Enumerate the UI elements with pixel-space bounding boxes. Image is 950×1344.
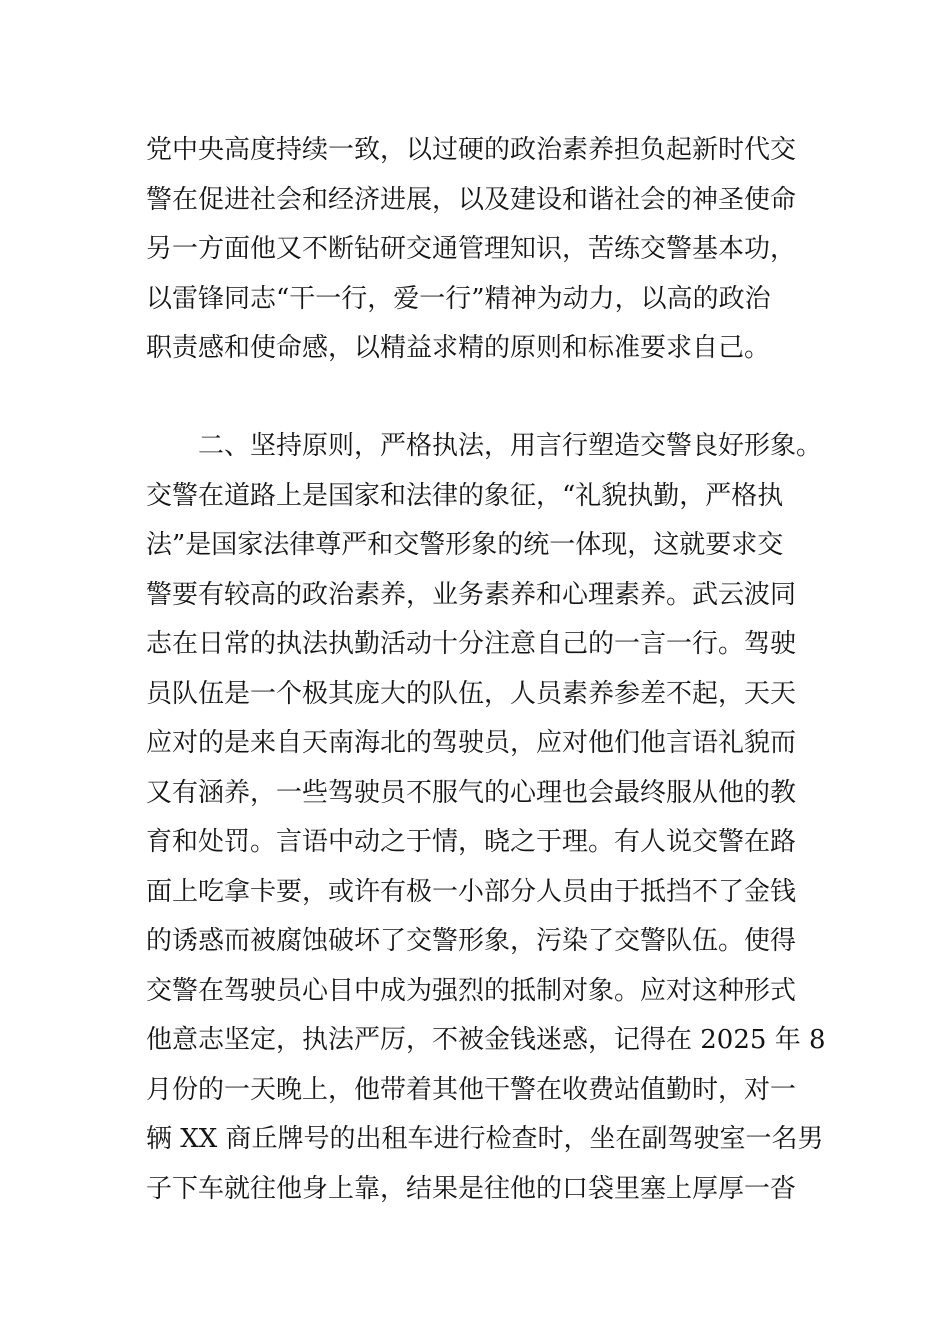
paragraph-continued <box>146 126 836 374</box>
section-heading-line: 二、坚持原则，严格执法，用言行塑造交警良好形象。 <box>198 431 823 461</box>
text-line: 志在日常的执法执勤活动十分注意自己的一言一行。驾驶 <box>146 629 797 659</box>
text-line: 面上吃拿卡要，或许有极一小部分人员由于抵挡不了金钱 <box>146 876 797 907</box>
text-line: 的诱惑而被腐蚀破坏了交警形象，污染了交警队伍。使得 <box>146 926 797 956</box>
text-line: 子下车就往他身上靠，结果是往他的口袋里塞上厚厚一沓 <box>146 1173 797 1204</box>
text-line: 警要有较高的政治素养，业务素养和心理素养。武云波同 <box>146 579 797 610</box>
text-line: 员队伍是一个极其庞大的队伍，人员素养参差不起，天天 <box>146 678 797 709</box>
text-line: 另一方面他又不断钻研交通管理知识，苦练交警基本功， <box>146 234 797 264</box>
text-line: 交警在道路上是国家和法律的象征，“礼貌执勤，严格执 <box>146 480 784 511</box>
paragraph-section-two <box>146 422 836 1214</box>
text-line: 辆 XX 商丘牌号的出租车进行检查时，坐在副驾驶室一名男 <box>146 1124 824 1154</box>
text-line: 他意志坚定，执法严厉，不被金钱迷惑，记得在 2025 年 8 <box>146 1025 826 1055</box>
text-line: 警在促进社会和经济进展，以及建设和谐社会的神圣使命 <box>146 184 797 215</box>
text-line: 交警在驾驶员心目中成为强烈的抵制对象。应对这种形式 <box>146 975 797 1006</box>
text-line: 以雷锋同志“干一行，爱一行”精神为动力，以高的政治 <box>146 283 771 314</box>
text-line: 月份的一天晚上，他带着其他干警在收费站值勤时，对一 <box>146 1074 797 1105</box>
text-line: 应对的是来自天南海北的驾驶员，应对他们他言语礼貌而 <box>146 728 797 758</box>
text-line: 法”是国家法律尊严和交警形象的统一体现，这就要求交 <box>146 530 784 560</box>
text-line: 又有涵养，一些驾驶员不服气的心理也会最终服从他的教 <box>146 777 797 808</box>
text-line: 党中央高度持续一致，以过硬的政治素养担负起新时代交 <box>146 135 797 165</box>
text-line: 育和处罚。言语中动之于情，晓之于理。有人说交警在路 <box>146 827 797 857</box>
text-line: 职责感和使命感，以精益求精的原则和标准要求自己。 <box>146 333 771 363</box>
